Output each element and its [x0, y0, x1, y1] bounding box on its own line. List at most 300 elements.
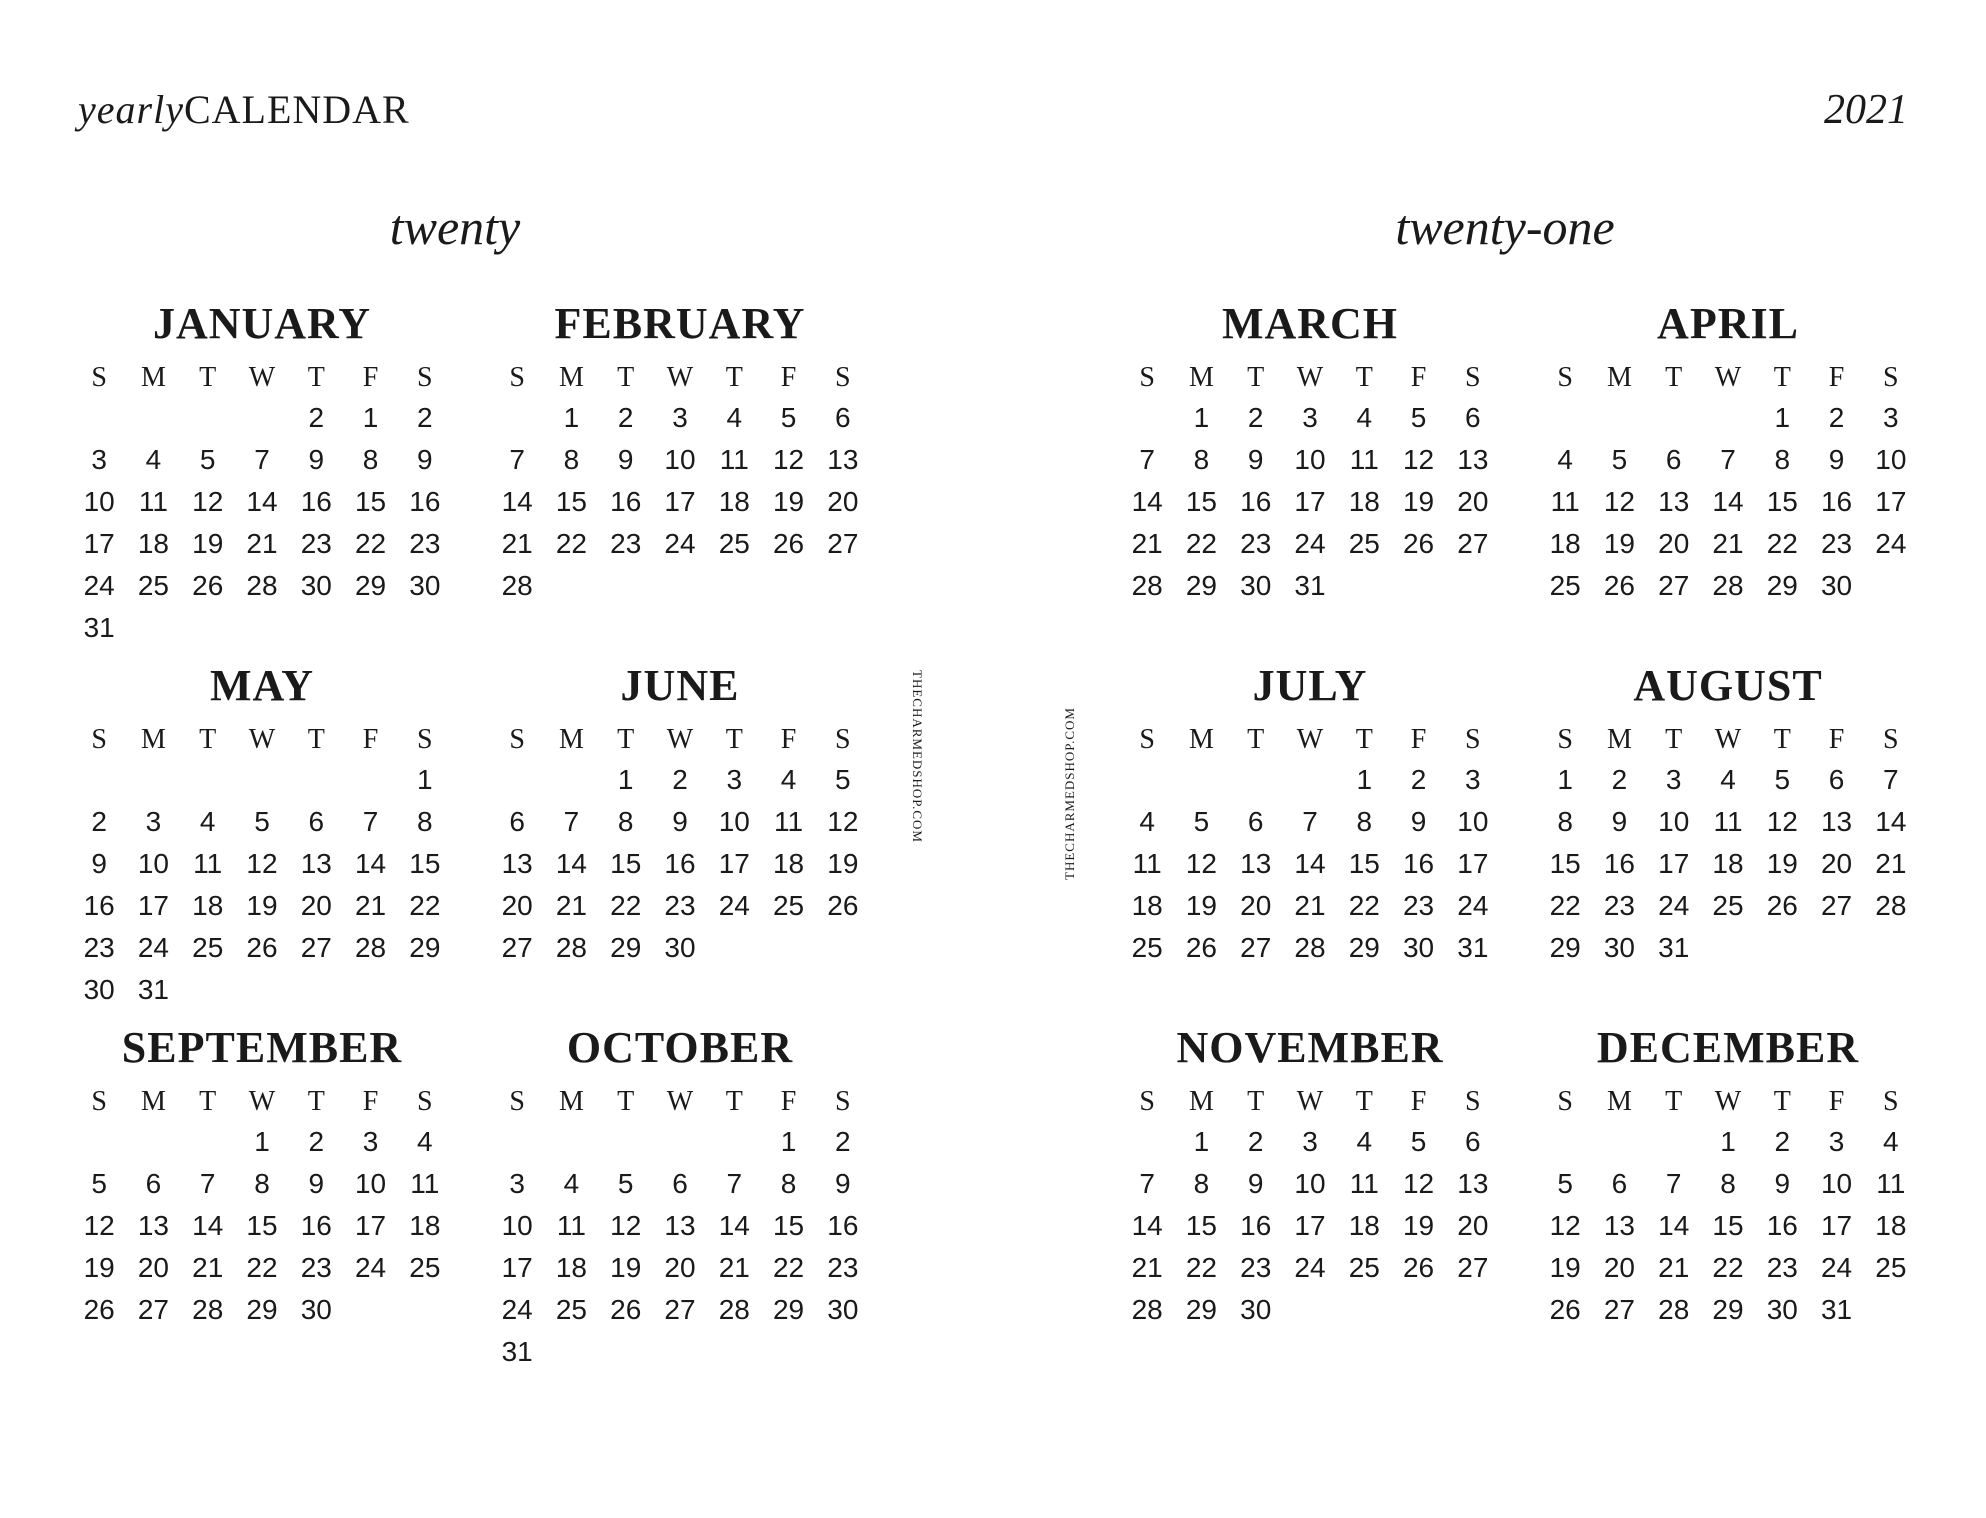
day-cell: 5	[617, 1168, 634, 1199]
weekday-label: F	[362, 1086, 379, 1117]
weekday-label: T	[307, 724, 325, 755]
day-cell: 11	[1550, 486, 1580, 517]
day-cell: 12	[772, 444, 805, 475]
weekday-label: T	[307, 362, 325, 393]
day-cell: 15	[1348, 848, 1380, 879]
day-cell: 6	[672, 1168, 688, 1199]
weekday-label: T	[1355, 724, 1373, 755]
day-cell: 27	[1240, 932, 1272, 963]
day-cell: 8	[1774, 444, 1791, 475]
day-cell: 11	[774, 806, 804, 837]
empty-cell	[181, 1121, 235, 1163]
weekday-label: T	[199, 1086, 217, 1117]
weekday-label: M	[140, 362, 166, 393]
weekday-label: S	[509, 724, 525, 755]
weekday-label: S	[417, 724, 433, 755]
day-cell: 14	[1131, 1210, 1163, 1241]
day-cell: 23	[300, 528, 332, 559]
day-cell: 1	[563, 402, 580, 433]
weekday-label: F	[362, 724, 379, 755]
day-cell: 25	[1348, 528, 1380, 559]
day-cell: 18	[409, 1210, 441, 1241]
day-cell: 29	[1712, 1294, 1744, 1325]
day-cell: 7	[726, 1168, 743, 1199]
empty-cell	[343, 759, 397, 801]
day-cell: 8	[417, 806, 433, 837]
day-cell: 17	[83, 528, 115, 559]
empty-cell	[1701, 397, 1755, 439]
day-cell: 17	[1457, 848, 1489, 879]
day-grid	[72, 1083, 452, 1331]
day-cell: 12	[1549, 1210, 1581, 1241]
weekday-label: S	[835, 1086, 851, 1117]
day-cell: 29	[1549, 932, 1581, 963]
weekday-label: T	[307, 1086, 325, 1117]
weekday-label: W	[1296, 1086, 1324, 1117]
day-cell: 26	[83, 1294, 115, 1325]
day-cell: 13	[137, 1210, 169, 1241]
empty-cell	[490, 759, 544, 801]
day-cell: 6	[308, 806, 325, 837]
day-cell: 5	[1557, 1168, 1573, 1199]
day-cell: 23	[300, 1252, 332, 1283]
weekday-label: T	[199, 362, 217, 393]
day-cell: 4	[145, 444, 162, 475]
day-cell: 27	[1457, 1252, 1489, 1283]
day-cell: 28	[555, 932, 587, 963]
weekday-label: S	[1139, 362, 1155, 393]
day-cell: 24	[83, 570, 115, 601]
day-cell: 7	[1883, 764, 1899, 795]
day-cell: 1	[780, 1126, 797, 1157]
day-grid	[1120, 1083, 1500, 1331]
month-name: SEPTEMBER	[121, 1023, 403, 1072]
empty-cell	[1174, 759, 1228, 801]
day-cell: 7	[509, 444, 525, 475]
empty-cell	[1538, 1121, 1592, 1163]
day-cell: 20	[1603, 1252, 1635, 1283]
weekday-label: T	[1355, 1086, 1373, 1117]
weekday-label: W	[666, 724, 694, 755]
day-cell: 16	[1603, 848, 1635, 879]
day-cell: 16	[1820, 486, 1853, 517]
month-name: APRIL	[1657, 299, 1799, 348]
day-cell: 10	[1294, 444, 1326, 475]
day-cell: 3	[91, 444, 107, 475]
day-cell: 21	[1875, 848, 1907, 879]
weekday-label: S	[417, 362, 433, 393]
day-cell: 24	[1294, 1252, 1326, 1283]
section-title-left: twenty	[389, 199, 521, 255]
day-cell: 23	[1402, 890, 1435, 921]
day-cell: 11	[138, 486, 168, 517]
weekday-label: F	[1410, 724, 1427, 755]
weekday-label: S	[1883, 724, 1899, 755]
day-cell: 8	[1193, 444, 1210, 475]
day-cell: 14	[354, 848, 387, 879]
day-cell: 22	[246, 1252, 278, 1283]
day-cell: 15	[1766, 486, 1798, 517]
day-cell: 20	[1457, 1210, 1489, 1241]
day-cell: 2	[1828, 402, 1845, 433]
day-cell: 8	[1356, 806, 1373, 837]
day-cell: 17	[354, 1210, 387, 1241]
day-cell: 19	[1549, 1252, 1581, 1283]
weekday-label: S	[1465, 1086, 1481, 1117]
day-cell: 23	[1240, 528, 1272, 559]
weekday-label: W	[1296, 362, 1324, 393]
day-cell: 25	[192, 932, 224, 963]
day-cell: 14	[718, 1210, 750, 1241]
day-cell: 29	[1348, 932, 1380, 963]
day-cell: 4	[1356, 402, 1373, 433]
day-cell: 18	[1549, 528, 1581, 559]
day-cell: 10	[1875, 444, 1907, 475]
day-cell: 9	[1247, 444, 1264, 475]
day-cell: 2	[1247, 1126, 1264, 1157]
day-cell: 15	[610, 848, 642, 879]
day-cell: 21	[246, 528, 278, 559]
day-cell: 7	[1720, 444, 1736, 475]
day-cell: 16	[409, 486, 441, 517]
day-cell: 11	[1132, 848, 1162, 879]
empty-cell	[599, 1121, 653, 1163]
empty-cell	[72, 1121, 126, 1163]
day-cell: 30	[1240, 570, 1272, 601]
day-cell: 14	[501, 486, 533, 517]
day-cell: 4	[780, 764, 797, 795]
day-cell: 23	[409, 528, 441, 559]
day-cell: 12	[1766, 806, 1798, 837]
day-cell: 9	[617, 444, 634, 475]
day-cell: 2	[1247, 402, 1264, 433]
day-cell: 3	[726, 764, 743, 795]
empty-cell	[490, 1121, 544, 1163]
month-name: AUGUST	[1633, 661, 1823, 710]
day-cell: 9	[308, 1168, 325, 1199]
weekday-label: T	[725, 1086, 743, 1117]
weekday-label: M	[558, 1086, 584, 1117]
day-cell: 3	[1302, 1126, 1318, 1157]
weekday-label: T	[1247, 1086, 1265, 1117]
day-cell: 15	[1549, 848, 1581, 879]
day-cell: 26	[1402, 528, 1435, 559]
empty-cell	[1647, 1121, 1701, 1163]
weekday-label: S	[91, 1086, 107, 1117]
day-cell: 15	[409, 848, 441, 879]
weekday-label: F	[1828, 362, 1845, 393]
day-cell: 4	[1356, 1126, 1373, 1157]
day-cell: 7	[1665, 1168, 1682, 1199]
title-italic: yearly	[78, 87, 184, 132]
day-cell: 9	[91, 848, 107, 879]
day-cell: 8	[563, 444, 580, 475]
day-cell: 2	[617, 402, 634, 433]
day-cell: 9	[1828, 444, 1845, 475]
weekday-label: F	[1828, 724, 1845, 755]
month-name: MARCH	[1221, 299, 1399, 348]
day-cell: 17	[137, 890, 169, 921]
day-cell: 2	[308, 1126, 325, 1157]
day-cell: 28	[1131, 1294, 1163, 1325]
day-cell: 23	[1820, 528, 1853, 559]
weekday-label: F	[1828, 1086, 1845, 1117]
day-cell: 28	[501, 570, 533, 601]
day-cell: 20	[1658, 528, 1690, 559]
day-cell: 18	[1875, 1210, 1907, 1241]
day-cell: 3	[1883, 402, 1899, 433]
day-cell: 16	[827, 1210, 859, 1241]
day-cell: 10	[1294, 1168, 1326, 1199]
day-cell: 30	[1402, 932, 1435, 963]
day-cell: 25	[718, 528, 750, 559]
day-cell: 25	[137, 570, 169, 601]
day-cell: 25	[1348, 1252, 1380, 1283]
day-cell: 30	[827, 1294, 859, 1325]
weekday-label: M	[558, 724, 584, 755]
day-grid	[1120, 721, 1500, 969]
day-cell: 19	[1402, 1210, 1435, 1241]
day-cell: 26	[610, 1294, 642, 1325]
day-cell: 25	[555, 1294, 587, 1325]
weekday-label: T	[1355, 362, 1373, 393]
day-cell: 31	[1457, 932, 1489, 963]
day-cell: 24	[1875, 528, 1907, 559]
day-cell: 6	[145, 1168, 162, 1199]
empty-cell	[72, 397, 126, 439]
day-cell: 20	[300, 890, 332, 921]
day-cell: 19	[772, 486, 805, 517]
day-cell: 6	[1465, 402, 1481, 433]
day-cell: 19	[1185, 890, 1217, 921]
page-title	[78, 86, 410, 133]
day-cell: 29	[1766, 570, 1798, 601]
day-cell: 22	[354, 528, 387, 559]
month-july	[1120, 660, 1500, 969]
day-cell: 9	[308, 444, 325, 475]
day-cell: 19	[1402, 486, 1435, 517]
empty-cell	[1592, 1121, 1646, 1163]
day-cell: 16	[1766, 1210, 1798, 1241]
weekday-label: F	[780, 362, 797, 393]
empty-cell	[289, 759, 343, 801]
day-cell: 25	[1131, 932, 1163, 963]
day-cell: 22	[555, 528, 587, 559]
day-cell: 31	[1294, 570, 1326, 601]
weekday-label: W	[1714, 1086, 1742, 1117]
weekday-label: M	[1188, 1086, 1214, 1117]
day-cell: 27	[501, 932, 533, 963]
day-cell: 8	[1557, 806, 1573, 837]
day-cell: 7	[254, 444, 270, 475]
day-cell: 10	[501, 1210, 533, 1241]
day-cell: 29	[610, 932, 642, 963]
day-cell: 11	[1349, 1168, 1379, 1199]
month-name: MAY	[209, 661, 315, 710]
day-cell: 6	[509, 806, 525, 837]
day-cell: 20	[1457, 486, 1489, 517]
day-cell: 24	[718, 890, 750, 921]
day-cell: 1	[1193, 402, 1210, 433]
day-cell: 6	[1465, 1126, 1481, 1157]
day-cell: 21	[718, 1252, 750, 1283]
day-cell: 30	[664, 932, 696, 963]
empty-cell	[1538, 397, 1592, 439]
weekday-label: T	[1773, 1086, 1791, 1117]
weekday-label: W	[248, 1086, 276, 1117]
day-cell: 13	[1240, 848, 1272, 879]
weekday-label: S	[91, 362, 107, 393]
day-cell: 29	[409, 932, 441, 963]
weekday-label: F	[1410, 1086, 1427, 1117]
day-cell: 11	[719, 444, 749, 475]
empty-cell	[1283, 759, 1337, 801]
weekday-label: T	[617, 362, 635, 393]
weekday-label: T	[1247, 362, 1265, 393]
weekday-label: S	[1465, 724, 1481, 755]
weekday-label: S	[417, 1086, 433, 1117]
weekday-label: S	[835, 362, 851, 393]
day-cell: 21	[192, 1252, 224, 1283]
empty-cell	[235, 397, 289, 439]
day-cell: 3	[509, 1168, 525, 1199]
weekday-label: W	[248, 362, 276, 393]
day-cell: 15	[1185, 486, 1217, 517]
month-name: JUNE	[620, 661, 740, 710]
day-cell: 22	[1549, 890, 1581, 921]
day-grid	[1120, 359, 1500, 607]
day-cell: 27	[137, 1294, 169, 1325]
day-cell: 24	[1294, 528, 1326, 559]
day-cell: 28	[1875, 890, 1907, 921]
day-cell: 3	[362, 1126, 379, 1157]
day-cell: 12	[246, 848, 278, 879]
day-cell: 11	[1876, 1168, 1906, 1199]
weekday-label: M	[140, 724, 166, 755]
day-cell: 10	[1658, 806, 1690, 837]
month-name: JULY	[1252, 661, 1368, 710]
day-cell: 14	[555, 848, 587, 879]
day-cell: 17	[1820, 1210, 1853, 1241]
day-cell: 4	[563, 1168, 580, 1199]
empty-cell	[1120, 1121, 1174, 1163]
month-name: OCTOBER	[566, 1023, 794, 1072]
day-cell: 10	[1457, 806, 1489, 837]
day-cell: 13	[1603, 1210, 1635, 1241]
day-cell: 2	[417, 402, 433, 433]
day-cell: 12	[610, 1210, 642, 1241]
day-cell: 5	[1774, 764, 1791, 795]
day-cell: 27	[1603, 1294, 1635, 1325]
day-cell: 4	[1883, 1126, 1899, 1157]
day-cell: 2	[1774, 1126, 1791, 1157]
day-cell: 5	[835, 764, 851, 795]
day-cell: 18	[137, 528, 169, 559]
day-cell: 25	[409, 1252, 441, 1283]
day-cell: 23	[1240, 1252, 1272, 1283]
day-cell: 28	[1712, 570, 1744, 601]
month-october	[490, 1022, 870, 1373]
day-cell: 20	[501, 890, 533, 921]
day-cell: 22	[409, 890, 441, 921]
day-cell: 21	[555, 890, 587, 921]
day-cell: 11	[1349, 444, 1379, 475]
weekday-label: M	[558, 362, 584, 393]
day-cell: 16	[1240, 486, 1272, 517]
day-cell: 19	[83, 1252, 115, 1283]
empty-cell	[1647, 397, 1701, 439]
day-cell: 12	[1603, 486, 1635, 517]
weekday-label: M	[140, 1086, 166, 1117]
day-cell: 9	[1774, 1168, 1791, 1199]
day-cell: 24	[354, 1252, 387, 1283]
month-name: JANUARY	[152, 299, 372, 348]
day-cell: 21	[501, 528, 533, 559]
day-cell: 10	[664, 444, 696, 475]
day-cell: 26	[1185, 932, 1217, 963]
weekday-label: S	[509, 362, 525, 393]
day-cell: 11	[556, 1210, 586, 1241]
day-cell: 21	[1712, 528, 1744, 559]
day-cell: 31	[1820, 1294, 1853, 1325]
day-cell: 7	[362, 806, 379, 837]
day-cell: 27	[300, 932, 332, 963]
watermark-left: THECHARMEDSHOP.COM	[910, 670, 925, 843]
day-cell: 14	[246, 486, 278, 517]
day-cell: 3	[1465, 764, 1481, 795]
day-cell: 3	[1665, 764, 1682, 795]
month-september	[72, 1022, 452, 1331]
day-cell: 16	[83, 890, 115, 921]
day-cell: 24	[137, 932, 169, 963]
day-cell: 31	[83, 612, 115, 643]
day-cell: 26	[1603, 570, 1635, 601]
day-cell: 25	[1712, 890, 1744, 921]
weekday-label: S	[1557, 724, 1573, 755]
empty-cell	[1120, 397, 1174, 439]
day-grid	[1538, 721, 1918, 969]
day-cell: 19	[827, 848, 859, 879]
day-cell: 13	[1457, 444, 1489, 475]
day-cell: 8	[780, 1168, 797, 1199]
day-cell: 23	[610, 528, 642, 559]
day-cell: 8	[1720, 1168, 1736, 1199]
weekday-label: S	[1465, 362, 1481, 393]
day-cell: 15	[1712, 1210, 1744, 1241]
day-cell: 28	[1658, 1294, 1690, 1325]
day-cell: 28	[192, 1294, 224, 1325]
weekday-label: T	[725, 362, 743, 393]
section-title-right: twenty-one	[1395, 199, 1615, 255]
day-cell: 16	[300, 1210, 332, 1241]
day-cell: 18	[555, 1252, 587, 1283]
day-cell: 15	[246, 1210, 278, 1241]
day-cell: 15	[354, 486, 387, 517]
empty-cell	[544, 759, 598, 801]
day-cell: 11	[1713, 806, 1743, 837]
day-cell: 30	[1240, 1294, 1272, 1325]
day-cell: 14	[1658, 1210, 1690, 1241]
day-cell: 28	[718, 1294, 750, 1325]
day-cell: 24	[1820, 1252, 1853, 1283]
weekday-label: T	[617, 1086, 635, 1117]
day-cell: 10	[1820, 1168, 1853, 1199]
day-grid	[72, 359, 452, 649]
day-cell: 12	[1185, 848, 1217, 879]
day-cell: 11	[410, 1168, 440, 1199]
empty-cell	[490, 397, 544, 439]
month-may	[72, 660, 452, 1011]
